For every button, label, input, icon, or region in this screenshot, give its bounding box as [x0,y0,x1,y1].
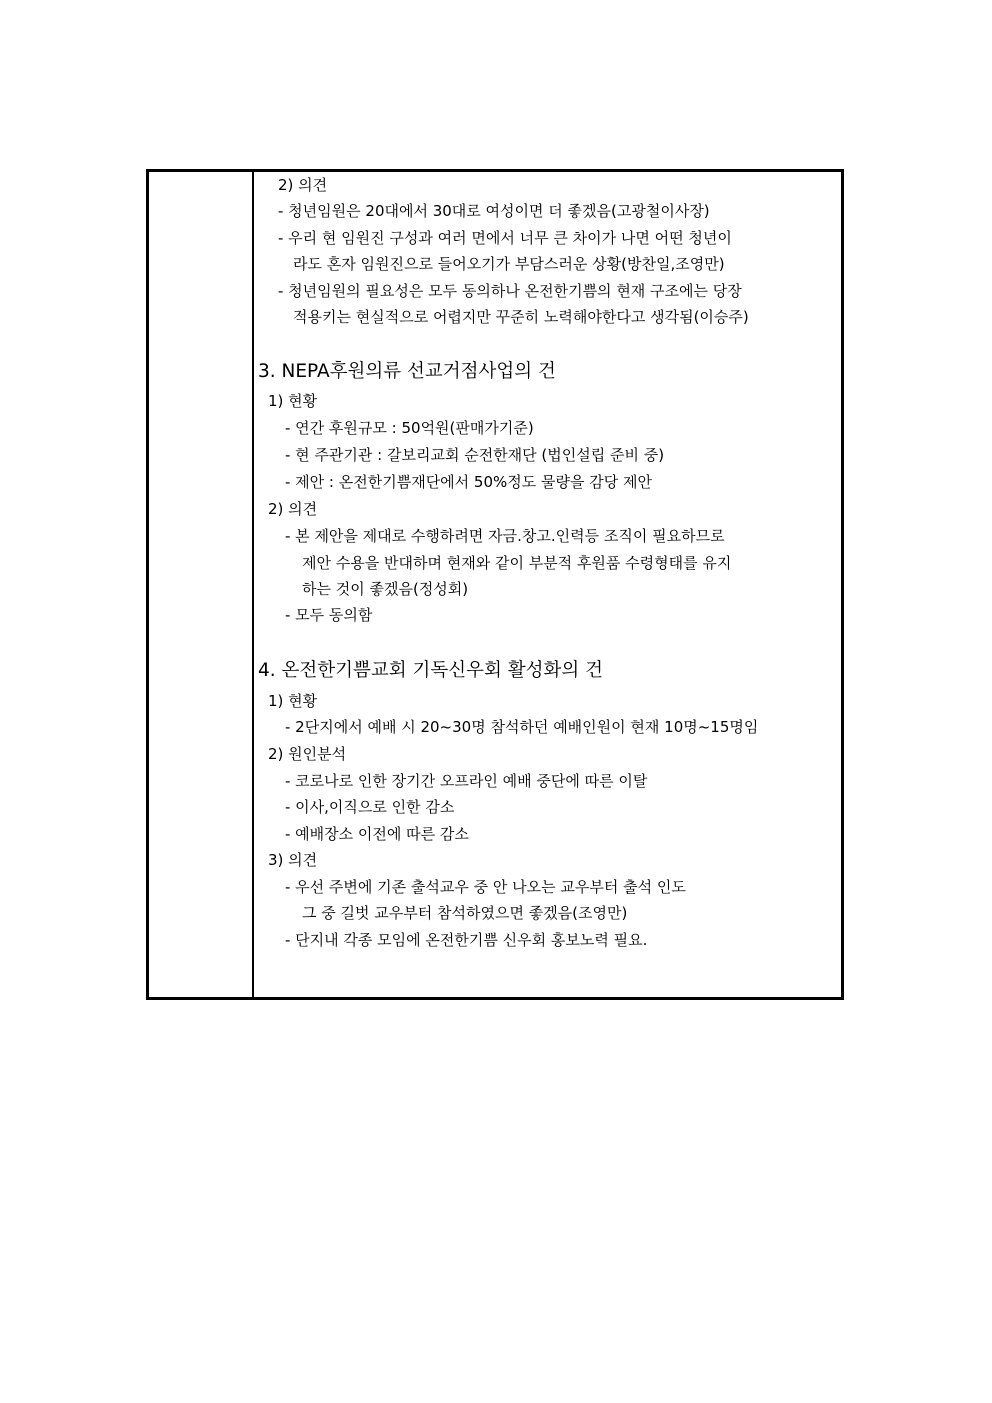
bullet-item: - 단지내 각종 모임에 온전한기쁨 신우회 홍보노력 필요. [285,931,648,949]
bullet-continuation: 그 중 길벗 교우부터 참석하였으면 좋겠음(조영만) [302,904,628,922]
bullet-item: - 이사,이직으로 인한 감소 [285,798,455,816]
bullet-continuation: 하는 것이 좋겠음(정성회) [302,580,469,598]
minutes-table [146,169,844,1000]
bullet-item: - 청년임원은 20대에서 30대로 여성이면 더 좋겠음(고광철이사장) [278,202,710,220]
bullet-item: - 연간 후원규모 : 50억원(판매가기준) [285,419,534,437]
bullet-item: - 청년임원의 필요성은 모두 동의하나 온전한기쁨의 현재 구조에는 당장 [278,282,742,300]
section-title: 3. NEPA후원의류 선교거점사업의 건 [258,361,556,382]
sub-heading: 1) 현황 [268,692,318,710]
sub-heading: 2) 의견 [268,500,318,518]
sub-heading: 3) 의견 [268,851,318,869]
bullet-item: - 제안 : 온전한기쁨재단에서 50%정도 물량을 감당 제안 [285,473,652,491]
bullet-item: - 예배장소 이전에 따른 감소 [285,825,469,843]
bullet-item: - 코로나로 인한 장기간 오프라인 예배 중단에 따른 이탈 [285,772,648,790]
bullet-item: - 우리 현 임원진 구성과 여러 면에서 너무 큰 차이가 나면 어떤 청년이 [278,229,732,247]
sub-heading: 2) 의견 [278,176,328,194]
bullet-item: - 현 주관기관 : 갈보리교회 순전한재단 (법인설립 준비 중) [285,446,665,464]
bullet-item: - 2단지에서 예배 시 20~30명 참석하던 예배인원이 현재 10명~15명임 [285,718,759,736]
bullet-continuation: 제안 수용을 반대하며 현재와 같이 부분적 후원품 수령형태를 유지 [302,554,732,572]
bullet-item: - 모두 동의함 [285,606,373,624]
bullet-continuation: 적용키는 현실적으로 어렵지만 꾸준히 노력해야한다고 생각됨(이승주) [293,308,749,326]
sub-heading: 2) 원인분석 [268,745,347,763]
minutes-content-cell [149,172,841,997]
bullet-continuation: 라도 혼자 임원진으로 들어오기가 부담스러운 상황(방찬일,조영만) [293,255,725,273]
section-title: 4. 온전한기쁨교회 기독신우회 활성화의 건 [258,660,603,681]
sub-heading: 1) 현황 [268,392,318,410]
bullet-item: - 본 제안을 제대로 수행하려면 자금.창고.인력등 조직이 필요하므로 [285,527,725,545]
bullet-item: - 우선 주변에 기존 출석교우 중 안 나오는 교우부터 출석 인도 [285,878,686,896]
